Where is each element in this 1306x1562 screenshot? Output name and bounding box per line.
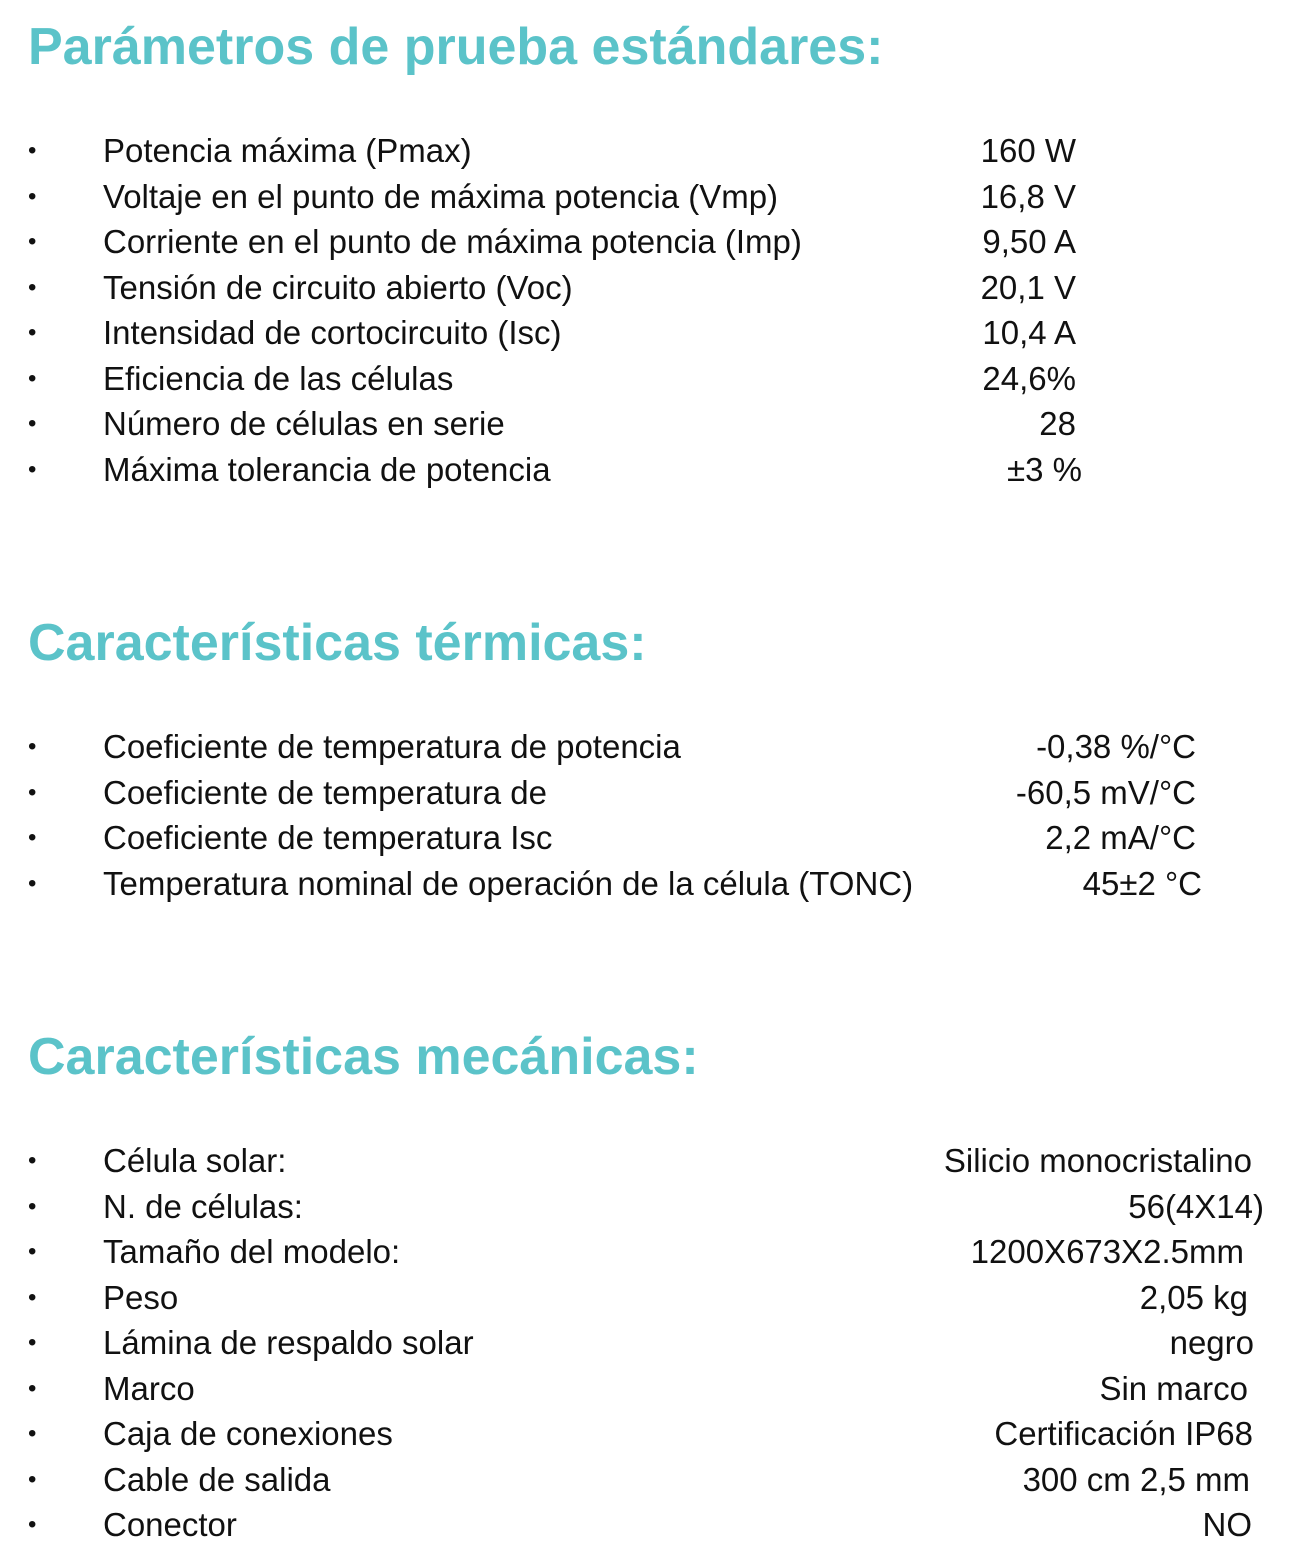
spec-row-temp-coef-voltage <box>0 770 1306 816</box>
spec-label: Tamaño del modelo: <box>103 1233 401 1270</box>
spec-label: Potencia máxima (Pmax) <box>103 132 472 169</box>
spec-label: Voltaje en el punto de máxima potencia (Vmp) <box>103 177 779 215</box>
spec-label: Cable de salida <box>103 1460 331 1498</box>
bullet: • <box>28 364 37 392</box>
bullet: • <box>28 778 37 806</box>
spec-row-junction-box <box>0 1411 1306 1457</box>
spec-row-output-cable <box>0 1457 1306 1503</box>
spec-label: Conector <box>103 1506 237 1543</box>
spec-row-cell-count <box>0 1184 1306 1230</box>
spec-value: 28 <box>1039 405 1076 442</box>
bullet: • <box>28 1420 37 1447</box>
bullet: • <box>28 1147 37 1174</box>
spec-value: negro <box>1169 1324 1254 1361</box>
spec-label: Coeficiente de temperatura de <box>103 773 547 811</box>
spec-value: 160 W <box>980 132 1076 169</box>
spec-label: Corriente en el punto de máxima potencia (Imp) <box>103 223 802 260</box>
spec-value: 45±2 °C <box>1082 864 1202 902</box>
spec-value: Silicio monocristalino <box>943 1142 1252 1179</box>
spec-row-tonc <box>0 861 1306 907</box>
spec-value: 56(4X14) <box>1128 1187 1264 1225</box>
spec-row-temp-coef-power <box>0 724 1306 770</box>
spec-list-mechanical <box>0 1138 1306 1548</box>
spec-value: 16,8 V <box>980 177 1076 215</box>
bullet: • <box>28 228 37 255</box>
spec-row-efficiency <box>0 356 1306 402</box>
spec-value: 10,4 A <box>982 314 1076 351</box>
spec-row-vmp <box>0 174 1306 220</box>
spec-value: 1200X673X2.5mm <box>970 1233 1244 1270</box>
spec-label: Marco <box>103 1369 195 1407</box>
bullet: • <box>28 1329 37 1356</box>
bullet: • <box>28 182 37 210</box>
bullet: • <box>28 1238 37 1265</box>
spec-list-thermal <box>0 724 1306 906</box>
spec-label: Peso <box>103 1278 179 1316</box>
spec-label: Temperatura nominal de operación de la célula (TONC) <box>103 864 914 902</box>
bullet: • <box>28 455 37 483</box>
spec-row-frame <box>0 1366 1306 1412</box>
spec-row-pmax <box>0 128 1306 174</box>
spec-label: Caja de conexiones <box>103 1415 393 1452</box>
bullet: • <box>28 1283 37 1311</box>
bullet: • <box>28 137 37 164</box>
bullet: • <box>28 733 37 760</box>
spec-value: Sin marco <box>1099 1369 1248 1407</box>
bullet: • <box>28 273 37 301</box>
bullet: • <box>28 1465 37 1493</box>
spec-value: 24,6% <box>982 359 1076 397</box>
spec-value: -60,5 mV/°C <box>1015 773 1196 811</box>
spec-label: Tensión de circuito abierto (Voc) <box>103 268 573 306</box>
bullet: • <box>28 1511 37 1538</box>
bullet: • <box>28 824 37 851</box>
spec-value: Certificación IP68 <box>994 1415 1253 1452</box>
spec-row-connector <box>0 1502 1306 1548</box>
bullet: • <box>28 1374 37 1402</box>
spec-value: 20,1 V <box>980 268 1076 306</box>
bullet: • <box>28 1192 37 1220</box>
spec-label: Máxima tolerancia de potencia <box>103 450 551 488</box>
bullet: • <box>28 869 37 897</box>
spec-row-backsheet <box>0 1320 1306 1366</box>
section-title-thermal: Características térmicas: <box>28 614 647 672</box>
spec-row-tolerance <box>0 447 1306 493</box>
spec-row-voc <box>0 265 1306 311</box>
spec-row-isc <box>0 310 1306 356</box>
spec-label: Intensidad de cortocircuito (Isc) <box>103 314 562 351</box>
bullet: • <box>28 410 37 437</box>
spec-value: ±3 % <box>1007 450 1082 488</box>
spec-value: NO <box>1202 1506 1252 1543</box>
section-title-mechanical: Características mecánicas: <box>28 1028 699 1086</box>
spec-row-model-size <box>0 1229 1306 1275</box>
spec-label: Eficiencia de las células <box>103 359 454 397</box>
spec-label: Lámina de respaldo solar <box>103 1324 474 1361</box>
spec-value: 2,2 mA/°C <box>1045 819 1196 856</box>
bullet: • <box>28 319 37 346</box>
spec-value: 300 cm 2,5 mm <box>1022 1460 1250 1498</box>
spec-value: -0,38 %/°C <box>1036 728 1196 765</box>
spec-value: 9,50 A <box>982 223 1076 260</box>
spec-list-standard <box>0 128 1306 492</box>
spec-label: Número de células en serie <box>103 405 505 442</box>
spec-label: Célula solar: <box>103 1142 287 1179</box>
spec-row-cells-series <box>0 401 1306 447</box>
spec-value: 2,05 kg <box>1139 1278 1248 1316</box>
spec-label: N. de células: <box>103 1187 303 1225</box>
spec-row-temp-coef-isc <box>0 815 1306 861</box>
spec-row-imp <box>0 219 1306 265</box>
spec-row-weight <box>0 1275 1306 1321</box>
spec-label: Coeficiente de temperatura Isc <box>103 819 553 856</box>
section-title-standard: Parámetros de prueba estándares: <box>28 18 884 76</box>
spec-row-solar-cell <box>0 1138 1306 1184</box>
spec-label: Coeficiente de temperatura de potencia <box>103 728 681 765</box>
